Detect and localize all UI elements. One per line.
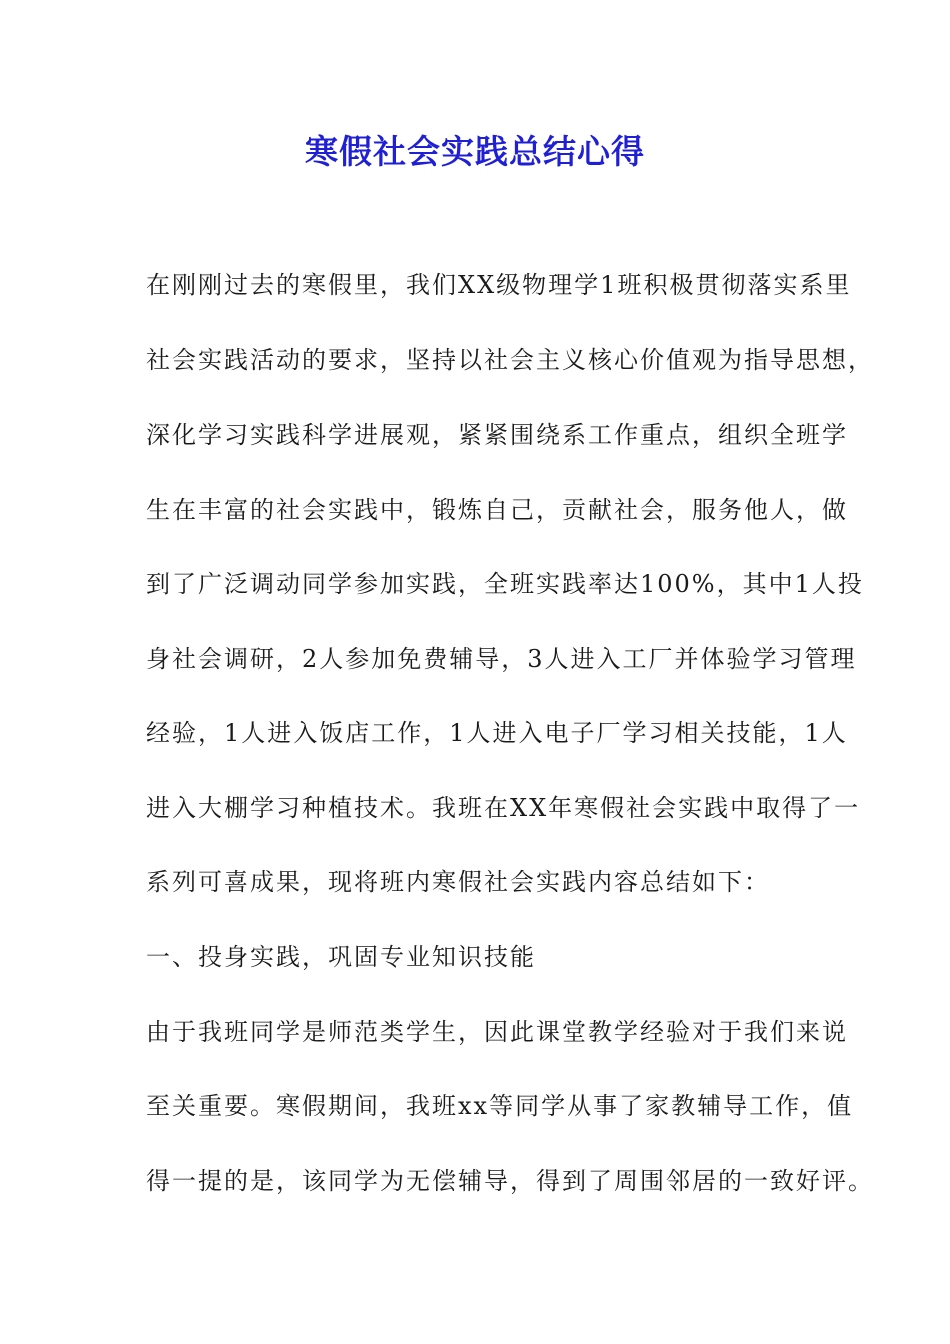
paragraph-line: 系列可喜成果，现将班内寒假社会实践内容总结如下： [146,868,770,896]
section-heading: 一、投身实践，巩固专业知识技能 [146,943,536,971]
paragraph-line: 由于我班同学是师范类学生，因此课堂教学经验对于我们来说 [146,1018,848,1046]
paragraph-line: 在刚刚过去的寒假里，我们XX级物理学1班积极贯彻落实系里 [146,271,852,299]
paragraph-line: 深化学习实践科学进展观，紧紧围绕系工作重点，组织全班学 [146,421,848,449]
paragraph-line: 生在丰富的社会实践中，锻炼自己，贡献社会，服务他人，做 [146,496,848,524]
paragraph-line: 到了广泛调动同学参加实践，全班实践率达100%，其中1人投 [146,570,864,598]
paragraph-line: 经验，1人进入饭店工作，1人进入电子厂学习相关技能，1人 [146,719,848,747]
document-title: 寒假社会实践总结心得 [305,132,645,171]
paragraph-line: 社会实践活动的要求，坚持以社会主义核心价值观为指导思想， [146,346,874,374]
paragraph-line: 身社会调研，2人参加免费辅导，3人进入工厂并体验学习管理 [146,645,857,673]
paragraph-line: 得一提的是，该同学为无偿辅导，得到了周围邻居的一致好评。 [146,1167,874,1195]
paragraph-line: 至关重要。寒假期间，我班xx等同学从事了家教辅导工作，值 [146,1092,854,1120]
paragraph-line: 进入大棚学习种植技术。我班在XX年寒假社会实践中取得了一 [146,794,861,822]
